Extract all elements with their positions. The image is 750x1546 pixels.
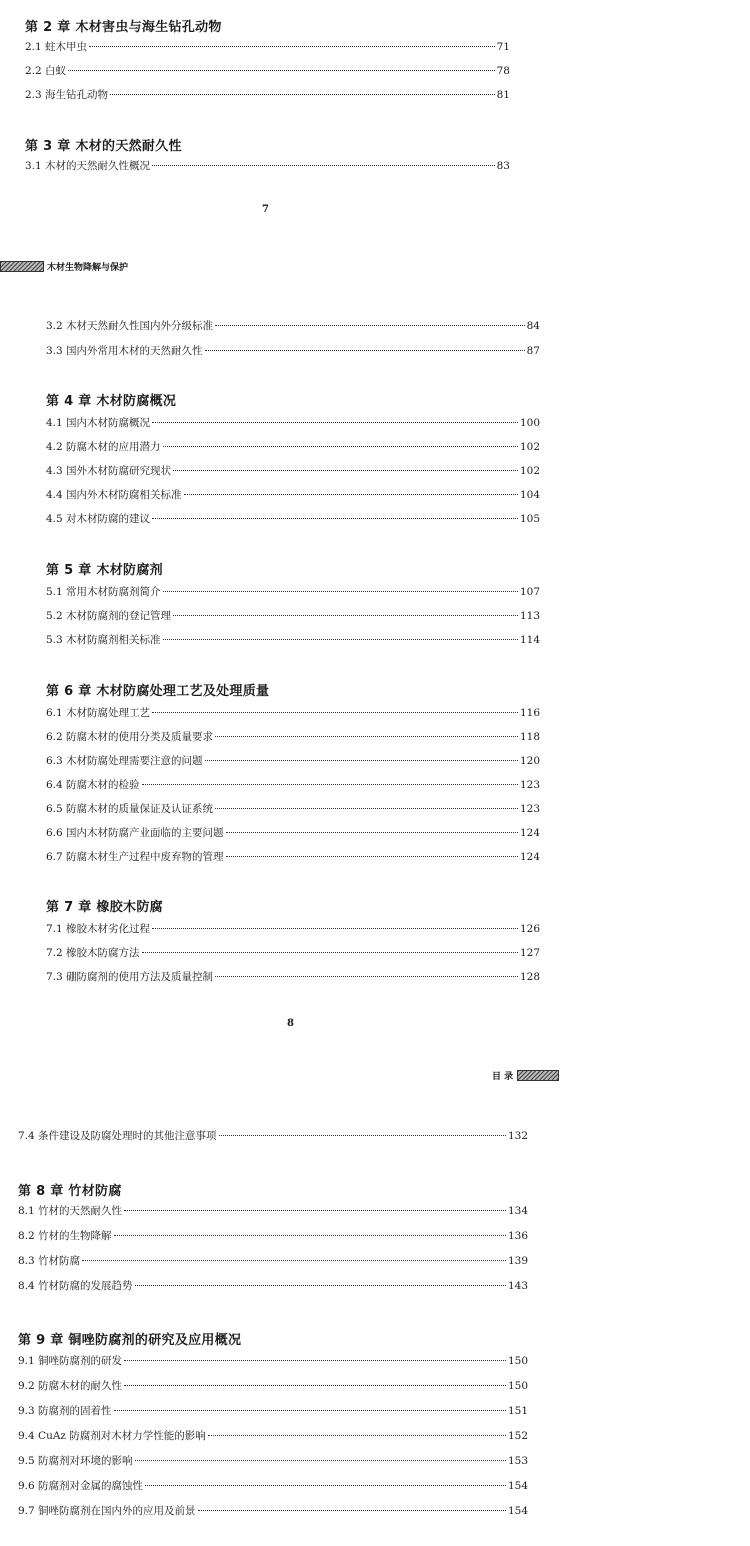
toc-entry-label: 8.1 竹材的天然耐久性	[18, 1205, 123, 1217]
toc-entry-page: 118	[519, 731, 540, 743]
toc-entry-page: 123	[519, 779, 540, 791]
toc-entry-page: 87	[526, 345, 540, 357]
toc-entry-page: 151	[507, 1405, 528, 1417]
running-head-text: 木材生物降解与保护	[47, 263, 129, 273]
chapter-title: 第 3 章 木材的天然耐久性	[25, 139, 182, 154]
toc-entry[interactable]	[46, 970, 540, 984]
toc-entry-label: 6.4 防腐木材的检验	[46, 779, 140, 791]
leader-dots	[152, 422, 518, 423]
toc-entry[interactable]	[46, 488, 540, 502]
leader-dots	[142, 784, 518, 785]
toc-entry[interactable]	[46, 512, 540, 526]
toc-entry[interactable]	[18, 1429, 528, 1443]
toc-entry[interactable]	[18, 1504, 528, 1518]
toc-entry[interactable]	[18, 1379, 528, 1393]
leader-dots	[205, 350, 525, 351]
toc-entry[interactable]	[25, 40, 510, 54]
leader-dots	[110, 94, 495, 95]
toc-entry[interactable]	[18, 1204, 528, 1218]
toc-entry-page: 116	[519, 707, 540, 719]
toc-entry-label: 6.6 国内木材防腐产业面临的主要问题	[46, 827, 224, 839]
leader-dots	[124, 1385, 506, 1386]
leader-dots	[163, 591, 518, 592]
chapter-title: 第 7 章 橡胶木防腐	[46, 900, 163, 915]
toc-entry-page: 102	[519, 441, 540, 453]
toc-entry-page: 127	[519, 947, 540, 959]
toc-entry[interactable]	[18, 1404, 528, 1418]
toc-entry-label: 9.5 防腐剂对环境的影响	[18, 1455, 133, 1467]
leader-dots	[173, 615, 518, 616]
running-head	[0, 260, 128, 273]
toc-entry[interactable]	[46, 319, 540, 333]
toc-entry-label: 9.7 铜唑防腐剂在国内外的应用及前景	[18, 1505, 196, 1517]
hatch-bar	[517, 1070, 559, 1081]
leader-dots	[226, 856, 518, 857]
hatch-bar	[0, 261, 44, 272]
toc-entry-page: 78	[496, 65, 510, 77]
chapter-title: 第 5 章 木材防腐剂	[46, 563, 163, 578]
chapter-title: 第 6 章 木材防腐处理工艺及处理质量	[46, 684, 270, 699]
toc-entry-label: 5.1 常用木材防腐剂简介	[46, 586, 161, 598]
toc-entry-label: 7.2 橡胶木防腐方法	[46, 947, 140, 959]
toc-entry-label: 3.3 国内外常用木材的天然耐久性	[46, 345, 203, 357]
leader-dots	[198, 1510, 506, 1511]
leader-dots	[208, 1435, 506, 1436]
toc-entry[interactable]	[18, 1479, 528, 1493]
toc-entry[interactable]	[18, 1279, 528, 1293]
leader-dots	[135, 1460, 506, 1461]
toc-entry[interactable]	[46, 730, 540, 744]
toc-entry[interactable]	[18, 1354, 528, 1368]
toc-entry-page: 120	[519, 755, 540, 767]
leader-dots	[152, 165, 495, 166]
toc-entry[interactable]	[46, 464, 540, 478]
toc-entry-label: 9.1 铜唑防腐剂的研发	[18, 1355, 123, 1367]
toc-entry-label: 5.3 木材防腐剂相关标准	[46, 634, 161, 646]
toc-entry-page: 102	[519, 465, 540, 477]
toc-entry-label: 4.2 防腐木材的应用潜力	[46, 441, 161, 453]
toc-entry-page: 153	[507, 1455, 528, 1467]
toc-entry-label: 4.5 对木材防腐的建议	[46, 513, 151, 525]
chapter-title: 第 2 章 木材害虫与海生钻孔动物	[25, 20, 222, 35]
toc-entry-page: 104	[519, 489, 540, 501]
leader-dots	[114, 1235, 506, 1236]
leader-dots	[68, 70, 495, 71]
toc-entry[interactable]	[46, 609, 540, 623]
leader-dots	[152, 518, 518, 519]
toc-entry-page: 134	[507, 1205, 528, 1217]
leader-dots	[215, 808, 518, 809]
toc-entry[interactable]	[46, 754, 540, 768]
toc-entry-label: 6.1 木材防腐处理工艺	[46, 707, 151, 719]
toc-entry-page: 154	[507, 1480, 528, 1492]
toc-entry[interactable]	[18, 1129, 528, 1143]
toc-entry-label: 9.6 防腐剂对金属的腐蚀性	[18, 1480, 144, 1492]
toc-entry-label: 7.3 硼防腐剂的使用方法及质量控制	[46, 971, 214, 983]
leader-dots	[173, 470, 518, 471]
page-number: 7	[262, 204, 269, 215]
leader-dots	[135, 1285, 506, 1286]
leader-dots	[142, 952, 518, 953]
toc-entry-label: 2.3 海生钻孔动物	[25, 89, 109, 101]
toc-entry-page: 139	[507, 1255, 528, 1267]
toc-entry[interactable]	[46, 416, 540, 430]
toc-entry[interactable]	[46, 826, 540, 840]
toc-entry[interactable]	[46, 706, 540, 720]
chapter-title: 第 4 章 木材防腐概况	[46, 394, 177, 409]
toc-entry-label: 4.3 国外木材防腐研究现状	[46, 465, 172, 477]
toc-entry-label: 9.4 CuAz 防腐剂对木材力学性能的影响	[18, 1430, 206, 1442]
leader-dots	[124, 1360, 506, 1361]
leader-dots	[219, 1135, 506, 1136]
toc-entry[interactable]	[46, 344, 540, 358]
toc-entry-label: 6.7 防腐木材生产过程中废弃物的管理	[46, 851, 224, 863]
toc-entry-label: 8.2 竹材的生物降解	[18, 1230, 112, 1242]
toc-entry-page: 150	[507, 1355, 528, 1367]
toc-entry[interactable]	[46, 440, 540, 454]
toc-entry-label: 8.3 竹材防腐	[18, 1255, 81, 1267]
toc-entry-label: 6.2 防腐木材的使用分类及质量要求	[46, 731, 214, 743]
toc-entry-page: 107	[519, 586, 540, 598]
leader-dots	[215, 325, 525, 326]
leader-dots	[184, 494, 518, 495]
toc-entry-page: 113	[519, 610, 540, 622]
toc-entry[interactable]	[25, 88, 510, 102]
leader-dots	[163, 446, 518, 447]
toc-entry[interactable]	[25, 159, 510, 173]
toc-entry-page: 136	[507, 1230, 528, 1242]
leader-dots	[152, 712, 518, 713]
toc-entry-label: 5.2 木材防腐剂的登记管理	[46, 610, 172, 622]
toc-entry-label: 7.4 条件建设及防腐处理时的其他注意事项	[18, 1130, 217, 1142]
toc-entry-page: 81	[496, 89, 510, 101]
toc-entry-page: 128	[519, 971, 540, 983]
leader-dots	[152, 928, 518, 929]
toc-entry[interactable]	[18, 1254, 528, 1268]
toc-entry-label: 9.3 防腐剂的固着性	[18, 1405, 112, 1417]
toc-entry-page: 100	[519, 417, 540, 429]
leader-dots	[124, 1210, 506, 1211]
toc-entry-label: 8.4 竹材防腐的发展趋势	[18, 1280, 133, 1292]
toc-entry-label: 9.2 防腐木材的耐久性	[18, 1380, 123, 1392]
toc-entry-label: 6.5 防腐木材的质量保证及认证系统	[46, 803, 214, 815]
running-head	[492, 1069, 559, 1082]
leader-dots	[89, 46, 495, 47]
leader-dots	[226, 832, 518, 833]
leader-dots	[145, 1485, 506, 1486]
leader-dots	[215, 976, 518, 977]
leader-dots	[205, 760, 518, 761]
toc-entry[interactable]	[18, 1454, 528, 1468]
toc-entry-label: 6.3 木材防腐处理需要注意的问题	[46, 755, 203, 767]
toc-entry[interactable]	[46, 802, 540, 816]
toc-entry-page: 105	[519, 513, 540, 525]
toc-entry-page: 143	[507, 1280, 528, 1292]
toc-entry-label: 2.2 白蚁	[25, 65, 67, 77]
toc-entry-page: 84	[526, 320, 540, 332]
toc-entry[interactable]	[46, 850, 540, 864]
toc-entry-label: 3.1 木材的天然耐久性概况	[25, 160, 151, 172]
toc-entry-page: 154	[507, 1505, 528, 1517]
toc-entry-label: 4.4 国内外木材防腐相关标准	[46, 489, 182, 501]
toc-entry-page: 152	[507, 1430, 528, 1442]
toc-entry-page: 126	[519, 923, 540, 935]
toc-entry-label: 3.2 木材天然耐久性国内外分级标准	[46, 320, 214, 332]
running-head-text: 目 录	[492, 1072, 514, 1082]
toc-entry-page: 150	[507, 1380, 528, 1392]
toc-entry[interactable]	[46, 946, 540, 960]
toc-entry[interactable]	[46, 633, 540, 647]
chapter-title: 第 8 章 竹材防腐	[18, 1184, 122, 1199]
toc-entry-label: 4.1 国内木材防腐概况	[46, 417, 151, 429]
toc-entry[interactable]	[46, 922, 540, 936]
toc-entry[interactable]	[18, 1229, 528, 1243]
toc-entry[interactable]	[46, 585, 540, 599]
toc-entry-page: 123	[519, 803, 540, 815]
toc-entry-page: 71	[496, 41, 510, 53]
chapter-title: 第 9 章 铜唑防腐剂的研究及应用概况	[18, 1333, 242, 1348]
leader-dots	[215, 736, 518, 737]
toc-entry[interactable]	[46, 778, 540, 792]
leader-dots	[82, 1260, 506, 1261]
toc-entry[interactable]	[25, 64, 510, 78]
toc-entry-page: 83	[496, 160, 510, 172]
toc-entry-label: 2.1 蛀木甲虫	[25, 41, 88, 53]
toc-entry-page: 132	[507, 1130, 528, 1142]
leader-dots	[114, 1410, 506, 1411]
leader-dots	[163, 639, 518, 640]
toc-entry-page: 124	[519, 827, 540, 839]
toc-entry-page: 114	[519, 634, 540, 646]
page-number: 8	[287, 1018, 294, 1029]
toc-entry-page: 124	[519, 851, 540, 863]
toc-entry-label: 7.1 橡胶木材劣化过程	[46, 923, 151, 935]
